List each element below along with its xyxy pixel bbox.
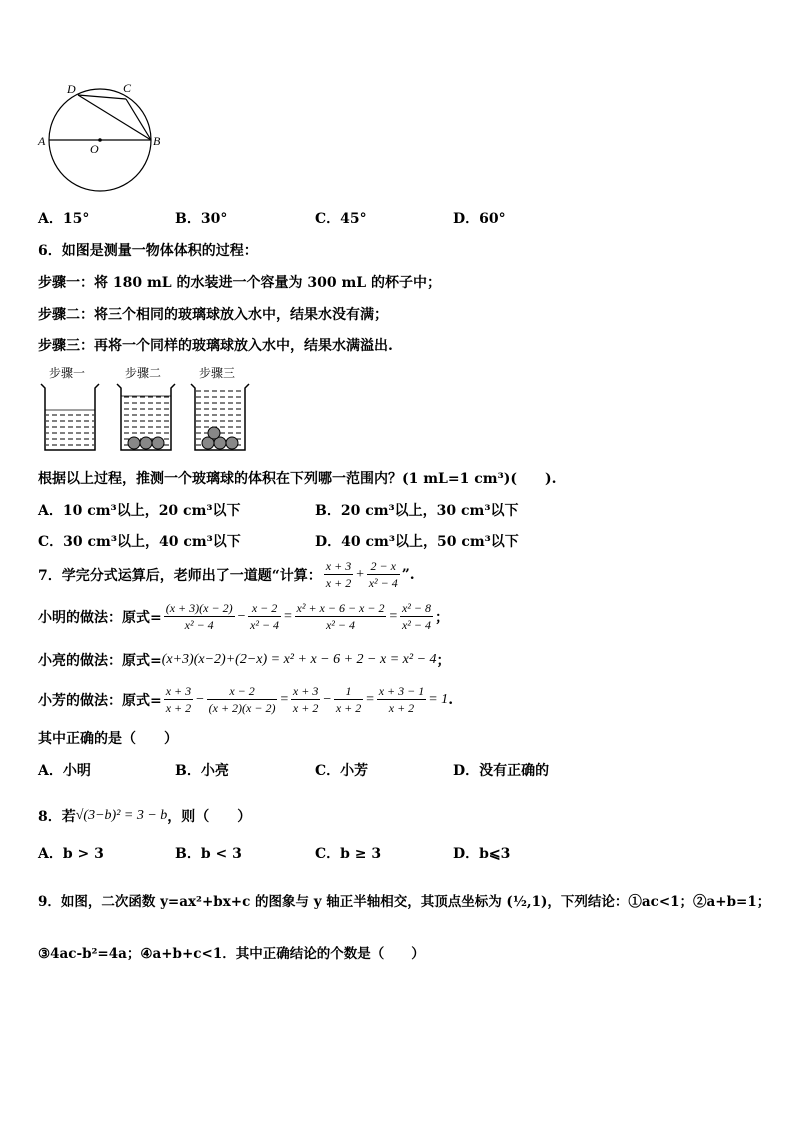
center-point xyxy=(98,138,102,142)
q6-option-a[interactable]: A．10 cm³以上，20 cm³以下 xyxy=(38,503,241,519)
q9-line1: 9．如图，二次函数 y=ax²+bx+c 的图象与 y 轴正半轴相交，其顶点坐标为 (½,1)，下列结论：①ac<1；②a+b=1； xyxy=(38,894,771,910)
beaker-step3 xyxy=(191,384,249,450)
q7-intro-prefix: 7．学完分式运算后，老师出了一道题“计算： xyxy=(38,567,322,584)
q6-step2: 步骤二：将三个相同的玻璃球放入水中，结果水没有满； xyxy=(38,307,388,323)
q7-xiaoming: 小明的做法：原式= $\frac{(x + 3)(x - 2)}{\text{x² − 4}}$ − $\frac{x - 2}{\text{x² − 4}}$ = $\frac{\text{x² + x − 6 − x − 2}}{\text{x² − 4}}$ = $\frac{\text{x² − 8}}{\text{x² − 4}}$ ； xyxy=(38,601,449,632)
q5-option-c[interactable]: C．45° xyxy=(315,211,367,227)
beaker-label-1: 步骤一 xyxy=(49,366,86,380)
circle-figure xyxy=(30,75,170,200)
label-C: C xyxy=(123,81,132,95)
glass-ball xyxy=(140,437,152,449)
q6-title: 6．如图是测量一物体体积的过程： xyxy=(38,243,258,259)
chord-DB xyxy=(78,95,151,140)
glass-ball xyxy=(226,437,238,449)
q7-xiaofang: 小芳的做法：原式= $\frac{x + 3}{x + 2}$ − $\frac{x - 2}{(x + 2)(x - 2)}$ = $\frac{x + 3}{x + 2}$ − $\frac{1}{x + 2}$ = $\frac{x + 3 - 1}{x + 2}$ = 1 . xyxy=(38,684,454,715)
beaker-step2 xyxy=(117,384,175,450)
q7-option-a[interactable]: A．小明 xyxy=(38,763,91,779)
beaker-label-3: 步骤三 xyxy=(199,366,236,380)
glass-ball xyxy=(128,437,140,449)
q7-intro-suffix: ”. xyxy=(401,566,415,583)
q7-intro: 7．学完分式运算后，老师出了一道题“计算： $\frac{x + 3}{x + 2}$ + $\frac{2 - x}{\text{x² − 4}}$ ”. xyxy=(38,559,415,590)
label-D: D xyxy=(67,82,76,96)
q8-option-a[interactable]: A．b > 3 xyxy=(38,846,104,862)
q8-option-d[interactable]: D．b⩽3 xyxy=(453,846,511,862)
beaker-step1 xyxy=(41,384,99,450)
q8-stem xyxy=(38,806,251,826)
q5-option-a[interactable]: A．15° xyxy=(38,211,90,227)
q6-step1: 步骤一：将 180 mL 的水装进一个容量为 300 mL 的杯子中； xyxy=(38,275,442,291)
q8-option-c[interactable]: C．b ≥ 3 xyxy=(315,846,382,862)
q8-expr: √(3−b)² = 3 − b xyxy=(75,808,168,823)
q5-option-d[interactable]: D．60° xyxy=(453,211,506,227)
label-B: B xyxy=(153,134,161,148)
q7-xiaoliang-expr: (x+3)(x−2)+(2−x) = x² + x − 6 + 2 − x = x² − 4 xyxy=(161,652,437,667)
q7-xiaoming-label: 小明的做法：原式= xyxy=(38,609,162,626)
q6-option-b[interactable]: B．20 cm³以上，30 cm³以下 xyxy=(315,503,519,519)
q6-question: 根据以上过程，推测一个玻璃球的体积在下列哪一范围内？(1 mL=1 cm³)( ). xyxy=(38,471,557,487)
q7-xiaofang-label: 小芳的做法：原式= xyxy=(38,692,162,709)
q9-line2: ③4ac-b²=4a；④a+b+c<1．其中正确结论的个数是（ ） xyxy=(38,946,425,962)
q8-suffix: ，则（ ） xyxy=(167,809,252,825)
q7-option-b[interactable]: B．小亮 xyxy=(175,763,229,779)
q7-option-c[interactable]: C．小芳 xyxy=(315,763,369,779)
label-A: A xyxy=(38,134,46,148)
q6-step3: 步骤三：再将一个同样的玻璃球放入水中，结果水满溢出. xyxy=(38,338,393,354)
chord-DC xyxy=(78,95,126,99)
q5-option-b[interactable]: B．30° xyxy=(175,211,228,227)
q7-xiaoliang-label: 小亮的做法：原式= xyxy=(38,653,162,669)
q7-question: 其中正确的是（ ） xyxy=(38,731,178,747)
q8-prefix: 8．若 xyxy=(38,809,76,825)
glass-ball xyxy=(152,437,164,449)
label-O: O xyxy=(90,142,99,156)
q7-option-d[interactable]: D．没有正确的 xyxy=(453,763,550,779)
q6-option-c[interactable]: C．30 cm³以上，40 cm³以下 xyxy=(38,534,241,550)
glass-ball xyxy=(208,427,220,439)
beaker-label-2: 步骤二 xyxy=(125,366,162,380)
beakers-figure xyxy=(35,364,265,456)
q6-option-d[interactable]: D．40 cm³以上，50 cm³以下 xyxy=(315,534,519,550)
q8-option-b[interactable]: B．b < 3 xyxy=(175,846,242,862)
q7-xiaoliang: 小亮的做法：原式= (x+3)(x−2)+(2−x) = x² + x − 6 + 2 − x = x² − 4 ； xyxy=(38,652,451,669)
